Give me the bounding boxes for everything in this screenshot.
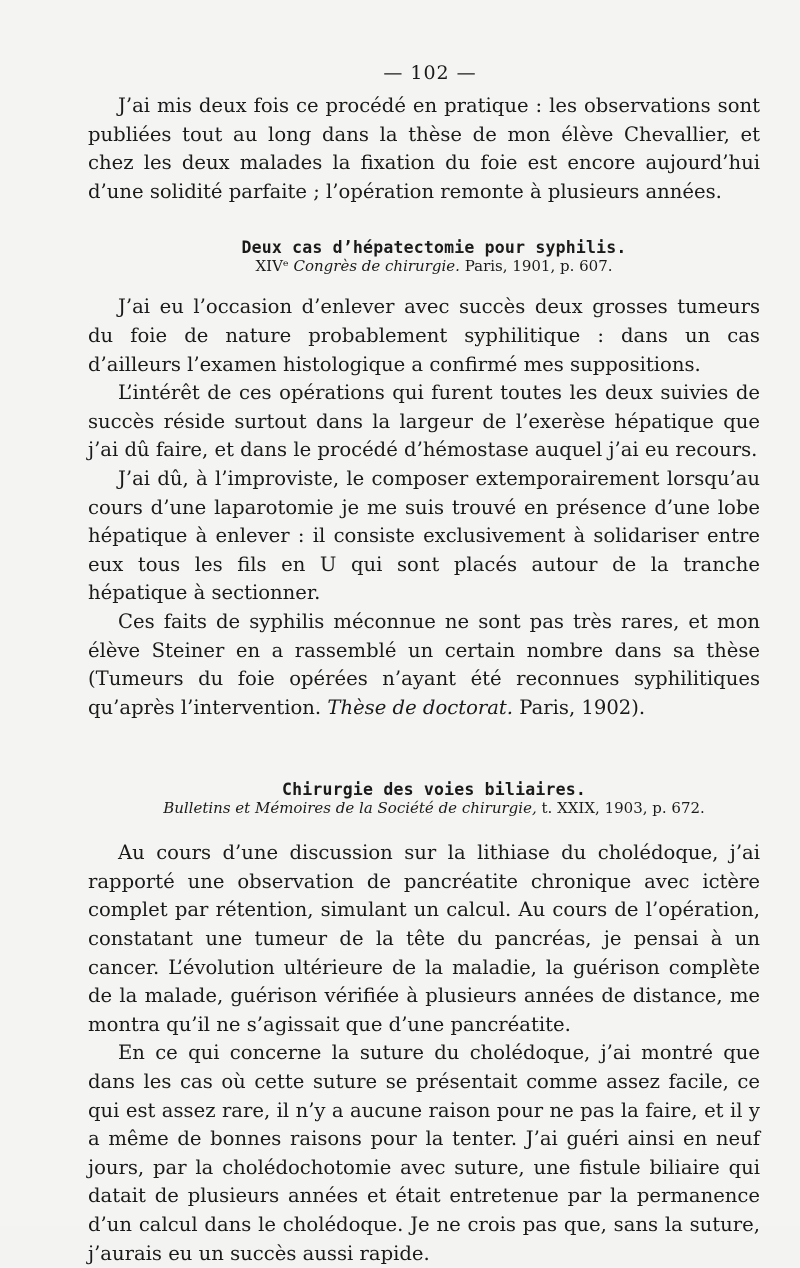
ref-journal: Congrès de chirurgie. (293, 257, 460, 276)
paragraph: L’intérêt de ces opérations qui furent toutes les deux suivies de succès réside surtout dans la largeur de l’exerèse hépatique que j’ai dû faire, et dans le procédé d’hémostase auquel j’ai eu recours. (88, 381, 760, 462)
paragraph: J’ai dû, à l’improviste, le composer extemporairement lorsqu’au cours d’une laparotomie je me suis trouvé en présence d’une lobe hépatique à enlever : il consiste exclusivement à solidariser entre eux tous les fils en U qui sont placés autour de la tranche hépatique à sectionner. (88, 466, 760, 605)
ref-details: t. XXIX, 1903, p. 672. (536, 799, 705, 818)
page-content (88, 62, 760, 1268)
paragraph: J’ai mis deux fois ce procédé en pratique : les observations sont publiées tout au long dans la thèse de mon élève Chevallier, et chez les deux malades la fixation du foie est encore aujourd’hui d’une solidité parfaite ; l’opération remonte à plusieurs années. (88, 94, 760, 203)
paragraph (88, 608, 760, 722)
section-reference (108, 799, 760, 817)
section-title: Deux cas d’hépatectomie pour syphilis. (241, 238, 627, 258)
page-number: — 102 — (383, 62, 477, 84)
ref-prefix: XIVᵉ (255, 257, 294, 276)
paragraph-text: Ces faits de syphilis méconnue ne sont pas très rares, et mon élève Steiner en a rassemblé un certain nombre dans sa thèse (Tumeurs du foie opérées n’ayant été reconnues syphilitiques qu’après l’intervention. (88, 609, 760, 719)
ref-journal: Bulletins et Mémoires de la Société de chirurgie, (163, 799, 537, 818)
paragraph: J’ai eu l’occasion d’enlever avec succès deux grosses tumeurs du foie de nature probablement syphilitique : dans un cas d’ailleurs l’examen histologique a confirmé mes suppositions. (88, 295, 760, 376)
thesis-title: Thèse de doctorat. (327, 695, 514, 719)
paragraph-end: Paris, 1902). (513, 695, 646, 719)
paragraph: En ce qui concerne la suture du cholédoque, j’ai montré que dans les cas où cette suture se présentait comme assez facile, ce qui est assez rare, il n’y a aucune raison pour ne pas la faire, et il y a même de bonnes raisons pour la tenter. J’ai guéri ainsi en neuf jours, par la cholédochotomie avec suture, une fistule biliaire qui datait de plusieurs années et était entretenue par la permanence d’un calcul dans le cholédoque. Je ne crois pas que, sans la suture, j’aurais eu un succès aussi rapide. (88, 1041, 760, 1265)
ref-details: Paris, 1901, p. 607. (459, 257, 613, 276)
section-reference (108, 257, 760, 275)
section-title: Chirurgie des voies biliaires. (281, 780, 586, 800)
paragraph: Au cours d’une discussion sur la lithiase du cholédoque, j’ai rapporté une observation de pancréatite chronique avec ictère complet par rétention, simulant un calcul. Au cours de l’opération, constatant une tumeur de la tête du pancréas, je pensai à un cancer. L’évolution ultérieure de la maladie, la guérison complète de la malade, guérison vérifiée à plusieurs années de distance, me montra qu’il ne s’agissait que d’une pancréatite. (88, 841, 760, 1036)
